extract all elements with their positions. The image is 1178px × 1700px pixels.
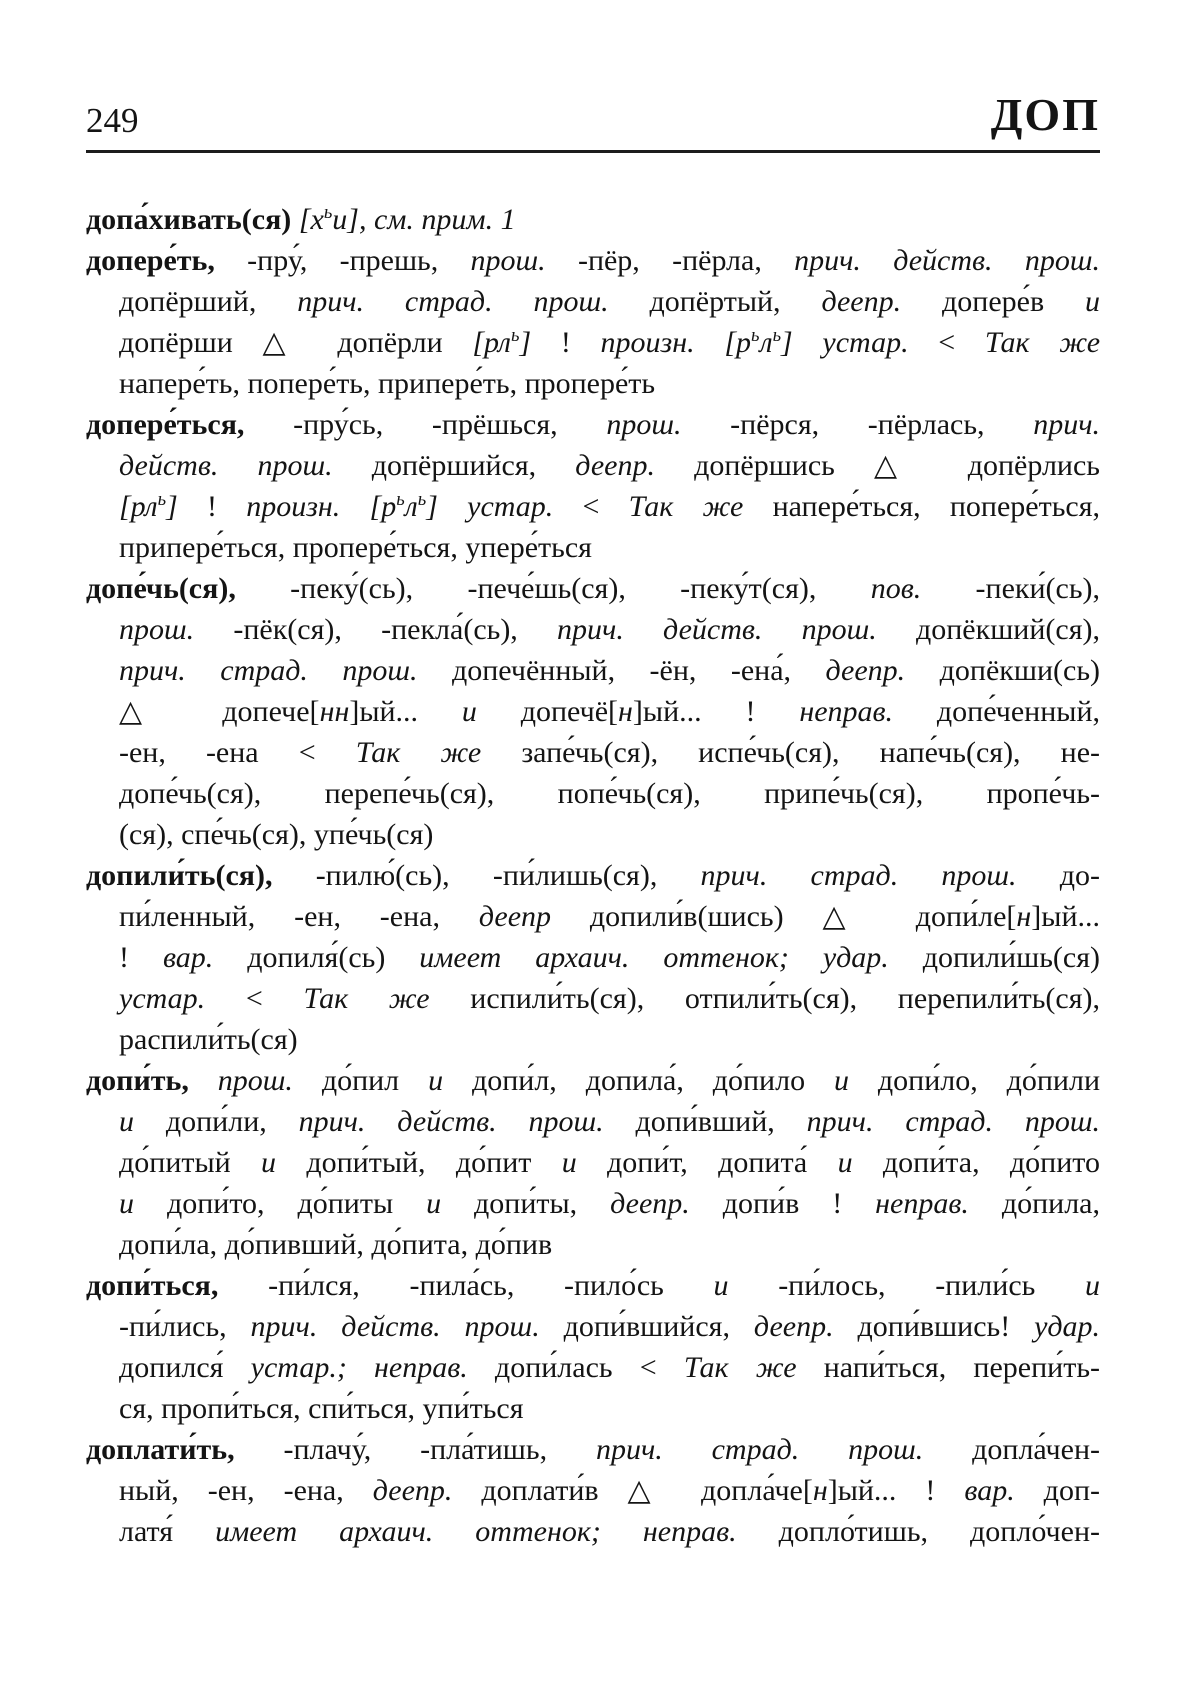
text-run: имеет архаич. оттенок; удар.: [419, 941, 889, 974]
text-run: ]: [426, 490, 438, 523]
text-run: прич. действ. прош.: [298, 1105, 604, 1138]
text-run: до́пил: [292, 1064, 429, 1097]
dictionary-entry: [86, 404, 1100, 568]
entry-line: [86, 855, 1100, 896]
text-run: н: [812, 1474, 828, 1507]
headword: доплати́ть,: [86, 1433, 235, 1466]
text-run: △ допече[: [119, 695, 320, 728]
text-run: деепр.: [821, 285, 902, 318]
text-run: и: [428, 1064, 444, 1097]
text-run: устар.: [467, 490, 554, 523]
text-run: испили́ть(ся), отпили́ть(ся), перепили́ть(ся),: [429, 982, 1101, 1015]
text-run: [438, 490, 467, 523]
text-run: до-: [1016, 859, 1100, 892]
text-run: ся, пропи́ться, спи́ться, упи́ться: [119, 1392, 524, 1425]
entry-line: [86, 445, 1100, 486]
text-run: допи́т, допита́: [576, 1146, 838, 1179]
text-run: допёршись △ допёрлись: [654, 449, 1100, 482]
page-header: [86, 89, 1100, 140]
entry-line: [86, 814, 1100, 855]
text-run: ]ый...: [1031, 900, 1100, 933]
text-run: <: [553, 490, 629, 523]
text-run: нн: [319, 695, 350, 728]
text-run: [х: [298, 203, 324, 236]
running-head: ДОП: [990, 89, 1100, 140]
text-run: -плачу́, -пла́тишь,: [234, 1433, 596, 1466]
entry-line: [86, 486, 1100, 527]
text-run: ь: [417, 489, 427, 510]
text-run: допи́вший,: [603, 1105, 807, 1138]
text-run: прош.: [606, 408, 682, 441]
text-run: допиля́(сь): [213, 941, 420, 974]
text-run: допере́в: [901, 285, 1085, 318]
headword: допере́ться,: [86, 408, 245, 441]
text-run: неправ.: [875, 1187, 969, 1220]
text-run: неправ.: [799, 695, 894, 728]
entry-line: [86, 1183, 1100, 1224]
entry-line: [86, 691, 1100, 732]
entry-line: [86, 322, 1100, 363]
text-run: н: [1016, 900, 1032, 933]
text-run: [рл: [472, 326, 511, 359]
text-run: допечённый, -ён, -ена́,: [417, 654, 826, 687]
text-run: см. прим. 1: [373, 203, 516, 236]
text-run: распили́ть(ся): [119, 1023, 298, 1056]
text-run: [р: [369, 490, 397, 523]
text-run: ]: [519, 326, 532, 359]
text-run: н: [618, 695, 633, 728]
text-run: (ся), спе́чь(ся), упе́чь(ся): [119, 818, 434, 851]
entry-line: [86, 1429, 1100, 1470]
text-run: действ. прош.: [119, 449, 333, 482]
text-run: и: [561, 1146, 577, 1179]
text-run: !: [177, 490, 247, 523]
page-number: 249: [86, 101, 139, 140]
text-run: прич.: [1033, 408, 1100, 441]
text-run: допи́та, до́пито: [852, 1146, 1100, 1179]
text-run: <: [908, 326, 985, 359]
text-run: -пи́лись,: [119, 1310, 251, 1343]
text-run: -пёк(ся), -пекла́(сь),: [194, 613, 558, 646]
entry-line: [86, 1101, 1100, 1142]
text-run: удар.: [1034, 1310, 1101, 1343]
text-run: латя́: [119, 1515, 216, 1548]
text-run: ]: [781, 326, 793, 359]
text-run: ]ый... !: [827, 1474, 965, 1507]
text-run: деепр.: [610, 1187, 690, 1220]
text-run: допечё[: [476, 695, 619, 728]
text-run: [793, 326, 823, 359]
text-run: -пилю́(сь), -пи́лишь(ся),: [272, 859, 701, 892]
entry-line: [86, 978, 1100, 1019]
text-run: произн.: [600, 326, 695, 359]
entry-line: [86, 240, 1100, 281]
dictionary-entry: [86, 1265, 1100, 1429]
text-run: и: [426, 1187, 442, 1220]
dictionary-entry: [86, 855, 1100, 1060]
text-run: и: [833, 1064, 849, 1097]
text-run: допла́чен-: [923, 1433, 1100, 1466]
text-run: ь: [772, 325, 782, 346]
text-run: и: [1085, 1269, 1100, 1302]
entry-line: [86, 1306, 1100, 1347]
dictionary-entry: [86, 240, 1100, 404]
text-run: допи́ла, до́пивший, до́пита, до́пив: [119, 1228, 553, 1261]
text-run: деепр: [478, 900, 552, 933]
text-run: -пеку́(сь), -пече́шь(ся), -пеку́т(ся),: [235, 572, 871, 605]
text-run: устар.; неправ.: [250, 1351, 468, 1384]
text-run: и: [261, 1146, 277, 1179]
text-run: Так же: [628, 490, 744, 523]
entry-line: [86, 650, 1100, 691]
text-run: прич. действ. прош.: [794, 244, 1100, 277]
dictionary-entry: [86, 568, 1100, 855]
text-run: припере́ться, пропере́ться, упере́ться: [119, 531, 592, 564]
text-run: Так же: [303, 982, 430, 1015]
entry-line: [86, 1224, 1100, 1265]
text-run: произн.: [246, 490, 341, 523]
text-run: допи́вшись!: [833, 1310, 1035, 1343]
text-run: допи́тый, до́пит: [276, 1146, 562, 1179]
text-run: л: [759, 326, 773, 359]
text-run: ь: [751, 325, 760, 346]
entry-line: [86, 1470, 1100, 1511]
text-run: и],: [332, 203, 374, 236]
text-run: допи́ли,: [134, 1105, 299, 1138]
text-run: допи́ты,: [441, 1187, 611, 1220]
text-run: ный, -ен, -ена,: [119, 1474, 373, 1507]
text-run: прош.: [119, 613, 195, 646]
text-run: допёрши △ допёрли: [119, 326, 473, 359]
text-run: !: [531, 326, 601, 359]
text-run: до́пила,: [968, 1187, 1100, 1220]
text-run: [340, 490, 369, 523]
text-run: прич. действ. прош.: [250, 1310, 540, 1343]
text-run: Так же: [683, 1351, 797, 1384]
text-run: прич. страд. прош.: [700, 859, 1017, 892]
text-run: допи́в !: [689, 1187, 876, 1220]
header-rule: [86, 150, 1100, 153]
text-run: допе́ченный,: [893, 695, 1101, 728]
dictionary-entry: [86, 199, 1100, 240]
text-run: прич. страд. прош.: [806, 1105, 1100, 1138]
text-run: и: [837, 1146, 853, 1179]
entry-line: [86, 773, 1100, 814]
text-run: допёршийся,: [332, 449, 576, 482]
text-run: -пи́лось, -пили́сь: [728, 1269, 1085, 1302]
headword: допи́ться,: [86, 1269, 219, 1302]
text-run: допе́чь(ся), перепе́чь(ся), попе́чь(ся), припе́чь(ся), пропе́чь-: [119, 777, 1100, 810]
entries: [86, 199, 1100, 1552]
text-run: допёкший(ся),: [876, 613, 1101, 646]
text-run: ]ый... !: [632, 695, 800, 728]
text-run: Так же: [984, 326, 1101, 359]
text-run: [р: [724, 326, 751, 359]
entry-line: [86, 281, 1100, 322]
text-run: допился́: [119, 1351, 251, 1384]
entry-line: [86, 527, 1100, 568]
entry-line: [86, 1265, 1100, 1306]
text-run: устар.: [119, 982, 206, 1015]
text-run: и: [713, 1269, 729, 1302]
text-run: -пёрся, -пёрлась,: [681, 408, 1034, 441]
text-run: доплати́в △ допла́че[: [452, 1474, 813, 1507]
entry-line: [86, 896, 1100, 937]
text-run: -пи́лся, -пила́сь, -пило́сь: [218, 1269, 714, 1302]
text-run: напере́ть, попере́ть, припере́ть, пропере́ть: [119, 367, 656, 400]
text-run: деепр.: [575, 449, 655, 482]
text-run: деепр.: [372, 1474, 453, 1507]
text-run: допи́ло, до́пили: [848, 1064, 1101, 1097]
text-run: и: [119, 1187, 134, 1220]
text-run: -пру́, -прешь,: [214, 244, 471, 277]
text-run: и: [119, 1105, 134, 1138]
text-run: ь: [511, 325, 520, 346]
entry-line: [86, 568, 1100, 609]
entry-line: [86, 199, 1100, 240]
text-run: [рл: [119, 490, 158, 523]
text-run: допи́л, допила́, до́пило: [443, 1064, 834, 1097]
text-run: допи́вшийся,: [539, 1310, 754, 1343]
entry-line: [86, 1142, 1100, 1183]
text-run: и: [461, 695, 477, 728]
text-run: прич. страд. прош.: [595, 1433, 924, 1466]
headword: допе́чь(ся),: [86, 572, 236, 605]
text-run: имеет архаич. оттенок; неправ.: [215, 1515, 737, 1548]
text-run: <: [205, 982, 304, 1015]
text-run: допло́тишь, допло́чен-: [736, 1515, 1100, 1548]
text-run: допи́то, до́питы: [134, 1187, 427, 1220]
text-run: устар.: [822, 326, 909, 359]
text-run: ]: [166, 490, 178, 523]
text-run: -ен, -ена <: [119, 736, 356, 769]
text-run: ь: [157, 489, 167, 510]
text-run: л: [404, 490, 418, 523]
text-run: ь: [396, 489, 405, 510]
text-run: и: [1085, 285, 1100, 318]
text-run: допи́лась <: [467, 1351, 684, 1384]
dictionary-entry: [86, 1429, 1100, 1552]
entry-line: [86, 1511, 1100, 1552]
entry-line: [86, 1060, 1100, 1101]
text-run: допёкши(сь): [905, 654, 1100, 687]
dictionary-entry: [86, 1060, 1100, 1265]
text-run: прич. страд. прош.: [297, 285, 609, 318]
headword: допа́хивать(ся): [86, 203, 299, 236]
text-run: деепр.: [753, 1310, 834, 1343]
headword: допили́ть(ся),: [86, 859, 273, 892]
text-run: вар.: [964, 1474, 1015, 1507]
text-run: Так же: [355, 736, 482, 769]
text-run: напи́ться, перепи́ть-: [796, 1351, 1100, 1384]
text-run: допили́в(шись) △ допи́ле[: [551, 900, 1017, 933]
text-run: до́питый: [119, 1146, 262, 1179]
text-run: [189, 1064, 218, 1097]
text-run: -пёр, -пёрла,: [545, 244, 795, 277]
text-run: ]ый...: [349, 695, 462, 728]
entry-line: [86, 1347, 1100, 1388]
text-run: пов.: [870, 572, 922, 605]
text-run: вар.: [162, 941, 214, 974]
text-run: доп-: [1014, 1474, 1100, 1507]
text-run: пи́ленный, -ен, -ена,: [119, 900, 479, 933]
text-run: [695, 326, 725, 359]
entry-line: [86, 1388, 1100, 1429]
entry-line: [86, 732, 1100, 773]
text-run: допёрший,: [119, 285, 298, 318]
entry-line: [86, 363, 1100, 404]
text-run: !: [119, 941, 163, 974]
text-run: прош.: [470, 244, 546, 277]
text-run: -пеки́(сь),: [921, 572, 1100, 605]
entry-line: [86, 404, 1100, 445]
text-run: напере́ться, попере́ться,: [743, 490, 1101, 523]
entry-line: [86, 937, 1100, 978]
entry-line: [86, 609, 1100, 650]
text-run: ь: [323, 202, 333, 223]
headword: допере́ть,: [86, 244, 215, 277]
headword: допи́ть,: [86, 1064, 189, 1097]
text-run: прич. страд. прош.: [119, 654, 418, 687]
text-run: запе́чь(ся), испе́чь(ся), напе́чь(ся), не-: [481, 736, 1100, 769]
text-run: -пру́сь, -прёшься,: [244, 408, 607, 441]
text-run: допили́шь(ся): [888, 941, 1100, 974]
text-run: прич. действ. прош.: [557, 613, 877, 646]
text-run: допёртый,: [608, 285, 822, 318]
text-run: деепр.: [825, 654, 906, 687]
entry-line: [86, 1019, 1100, 1060]
text-run: прош.: [217, 1064, 293, 1097]
